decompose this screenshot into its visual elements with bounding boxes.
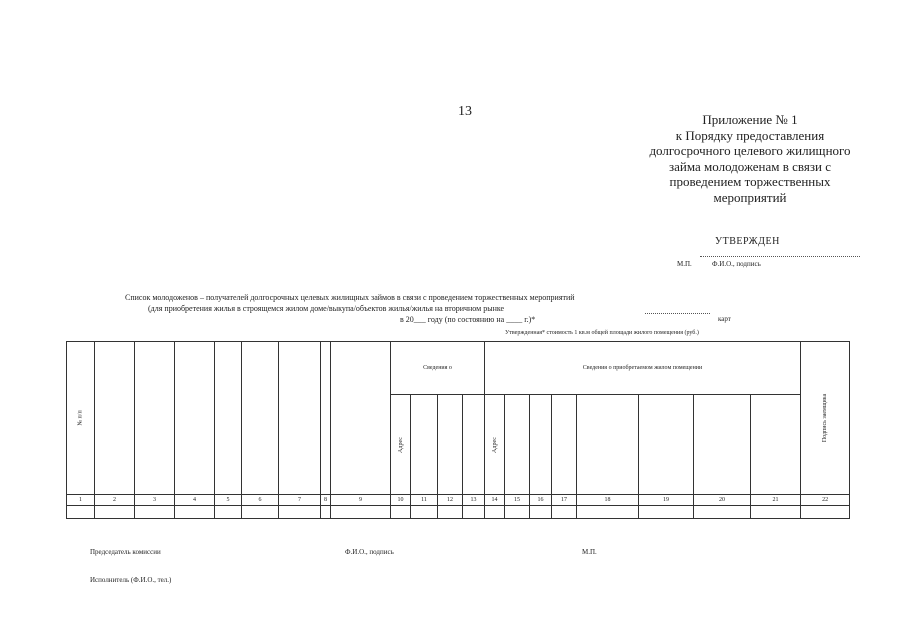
col-number: 10 <box>391 495 411 506</box>
col-number: 5 <box>215 495 242 506</box>
header-cell-11 <box>411 395 438 495</box>
data-cell <box>67 506 95 519</box>
list-title-line-3: в 20___ году (по состоянию на ____ г.)* <box>400 315 536 324</box>
footer-chair: Председатель комиссии <box>90 548 161 556</box>
data-cell <box>463 506 485 519</box>
footer-mp: М.П. <box>582 548 597 556</box>
data-cell <box>175 506 215 519</box>
approval-signature-fio: Ф.И.О., подпись <box>712 260 761 268</box>
column-number-row <box>67 495 850 506</box>
header-cell-17 <box>552 395 577 495</box>
approved-label: УТВЕРЖДЕН <box>715 236 780 247</box>
header-cell-21 <box>751 395 801 495</box>
col-number: 13 <box>463 495 485 506</box>
empty-data-row <box>67 506 850 519</box>
page-number: 13 <box>458 104 472 119</box>
list-title-line-1: Список молодоженов – получателей долгосрочных целевых жилищных займов в связи с проведением торжественных мероприятий <box>125 293 575 302</box>
header-row-top <box>67 342 850 395</box>
header-cell-15 <box>505 395 530 495</box>
col-number: 12 <box>438 495 463 506</box>
col-number: 8 <box>321 495 331 506</box>
list-title-line-2: (для приобретения жилья в строящемся жилом доме/выкупа/объектов жилья/жилья на вторичном рынке <box>148 304 505 313</box>
header-22-text: Подпись заемщика <box>822 393 829 443</box>
col-number: 4 <box>175 495 215 506</box>
col-number: 7 <box>279 495 321 506</box>
data-cell <box>331 506 391 519</box>
data-cell <box>751 506 801 519</box>
header-cell-4 <box>175 342 215 495</box>
data-cell <box>552 506 577 519</box>
data-cell <box>530 506 552 519</box>
header-cell-12 <box>438 395 463 495</box>
col-number: 1 <box>67 495 95 506</box>
header-cell-20 <box>694 395 751 495</box>
footer-fio: Ф.И.О., подпись <box>345 548 394 556</box>
approval-mp: М.П. <box>677 260 692 268</box>
header-cell-10 <box>391 395 411 495</box>
header-cell-3 <box>135 342 175 495</box>
header-cell-5 <box>215 342 242 495</box>
footer-executor: Исполнитель (Ф.И.О., тел.) <box>90 576 172 584</box>
appendix-line-5: проведением торжественных <box>669 174 831 189</box>
col-number: 18 <box>577 495 639 506</box>
data-cell <box>391 506 411 519</box>
col-number: 16 <box>530 495 552 506</box>
list-title-line-3-right: карт <box>718 315 731 323</box>
col-number: 14 <box>485 495 505 506</box>
col-number: 22 <box>801 495 850 506</box>
header-group-2: Сведения о приобретаемом жилом помещении <box>485 342 801 395</box>
appendix-line-2: к Порядку предоставления <box>675 127 825 143</box>
header-cell-19 <box>639 395 694 495</box>
header-cell-1 <box>67 342 95 495</box>
header-cell-18 <box>577 395 639 495</box>
col-number: 19 <box>639 495 694 506</box>
col-number: 6 <box>242 495 279 506</box>
header-cell-7 <box>279 342 321 495</box>
appendix-line-4: займа молодоженам в связи с <box>669 158 831 174</box>
header-group-1: Сведения о <box>391 342 485 395</box>
approval-signature-line <box>700 256 860 257</box>
header-cell-22 <box>801 342 850 495</box>
col-number: 11 <box>411 495 438 506</box>
header-cell-14 <box>485 395 505 495</box>
header-1-text: № п/п <box>77 410 84 426</box>
data-cell <box>135 506 175 519</box>
col-number: 17 <box>552 495 577 506</box>
appendix-header <box>600 112 900 205</box>
col-number: 21 <box>751 495 801 506</box>
header-cell-8 <box>321 342 331 495</box>
header-cell-2 <box>95 342 135 495</box>
data-cell <box>242 506 279 519</box>
header-cell-6 <box>242 342 279 495</box>
title-blank-line <box>645 313 710 314</box>
header-14-text: Адрес <box>491 436 498 453</box>
col-number: 15 <box>505 495 530 506</box>
data-cell <box>411 506 438 519</box>
col-number: 9 <box>331 495 391 506</box>
data-cell <box>801 506 850 519</box>
data-cell <box>279 506 321 519</box>
header-cell-13 <box>463 395 485 495</box>
data-cell <box>215 506 242 519</box>
appendix-line-3: долгосрочного целевого жилищного <box>649 143 851 158</box>
header-10-text: Адрес <box>397 436 404 453</box>
data-cell <box>639 506 694 519</box>
borrowers-table <box>66 341 850 519</box>
data-cell <box>694 506 751 519</box>
data-cell <box>485 506 505 519</box>
appendix-line-1: Приложение № 1 <box>702 112 798 127</box>
col-number: 2 <box>95 495 135 506</box>
data-cell <box>321 506 331 519</box>
header-cell-9 <box>331 342 391 495</box>
approved-cost-note: Утвержденная* стоимость 1 кв.м общей площади жилого помещения (руб.) <box>505 330 699 336</box>
header-cell-16 <box>530 395 552 495</box>
data-cell <box>577 506 639 519</box>
data-cell <box>505 506 530 519</box>
data-cell <box>438 506 463 519</box>
col-number: 20 <box>694 495 751 506</box>
appendix-line-6: мероприятий <box>713 189 787 205</box>
col-number: 3 <box>135 495 175 506</box>
data-cell <box>95 506 135 519</box>
